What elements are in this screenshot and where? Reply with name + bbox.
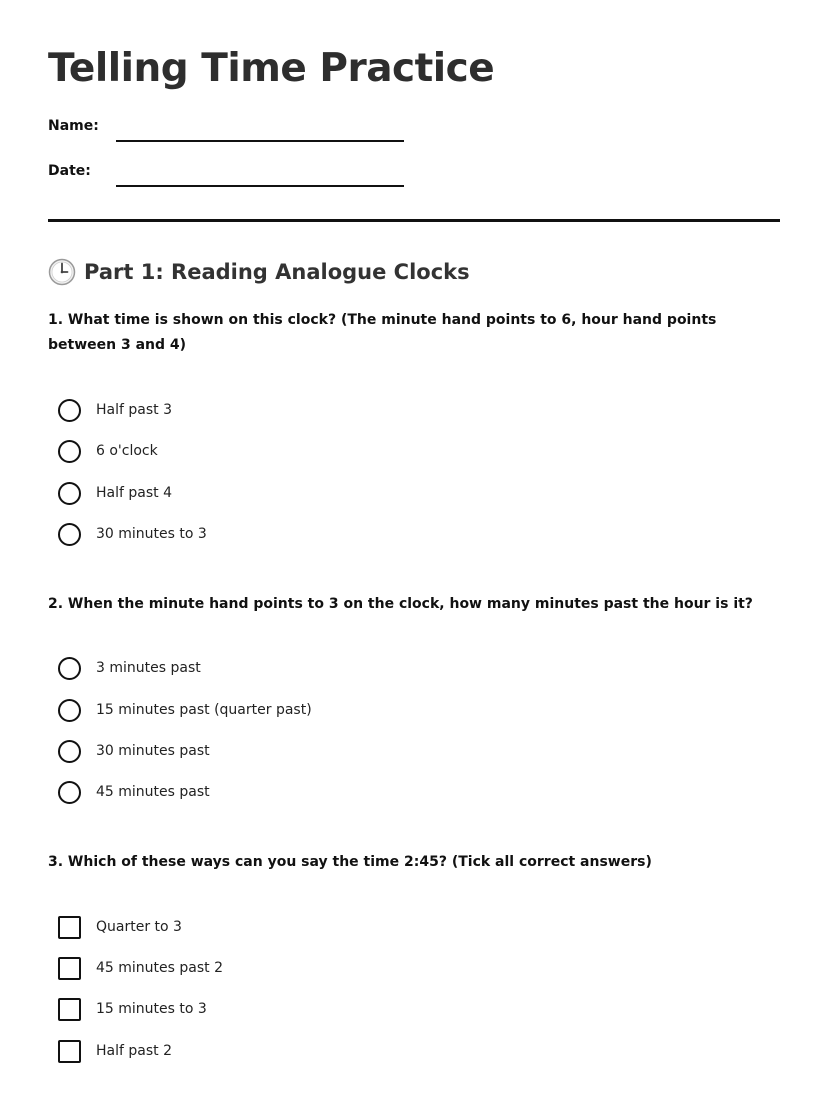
question-1-text: 1. What time is shown on this clock? (The minute hand points to 6, hour hand points between 3 and 4) <box>48 312 717 353</box>
part-1-heading <box>48 256 470 288</box>
option-label: 30 minutes past <box>96 743 210 759</box>
radio-button[interactable] <box>58 523 81 546</box>
option-label: 45 minutes past <box>96 784 210 800</box>
radio-button[interactable] <box>58 699 81 722</box>
q2-option-4[interactable] <box>58 778 210 806</box>
checkbox[interactable] <box>58 998 81 1021</box>
option-label: 15 minutes to 3 <box>96 1001 207 1017</box>
option-label: Half past 4 <box>96 485 172 501</box>
question-2-text: 2. When the minute hand points to 3 on the clock, how many minutes past the hour is it? <box>48 596 753 612</box>
q2-option-3[interactable] <box>58 737 210 765</box>
q3-option-3[interactable] <box>58 995 207 1023</box>
radio-button[interactable] <box>58 440 81 463</box>
radio-button[interactable] <box>58 657 81 680</box>
checkbox[interactable] <box>58 957 81 980</box>
name-field <box>48 118 408 148</box>
option-label: 15 minutes past (quarter past) <box>96 702 312 718</box>
option-label: Half past 3 <box>96 402 172 418</box>
q1-option-3[interactable] <box>58 479 172 507</box>
radio-button[interactable] <box>58 399 81 422</box>
radio-button[interactable] <box>58 740 81 763</box>
q1-option-4[interactable] <box>58 520 207 548</box>
q2-option-1[interactable] <box>58 654 201 682</box>
page-title: Telling Time Practice <box>48 46 495 91</box>
q3-option-1[interactable] <box>58 913 182 941</box>
name-input-line[interactable] <box>116 140 404 142</box>
q1-option-1[interactable] <box>58 396 172 424</box>
name-label: Name: <box>48 118 99 134</box>
header-divider <box>48 219 780 222</box>
option-label: 45 minutes past 2 <box>96 960 223 976</box>
q2-option-2[interactable] <box>58 696 312 724</box>
option-label: Quarter to 3 <box>96 919 182 935</box>
question-3-text: 3. Which of these ways can you say the time 2:45? (Tick all correct answers) <box>48 854 652 870</box>
q3-option-2[interactable] <box>58 954 223 982</box>
option-label: Half past 2 <box>96 1043 172 1059</box>
q3-option-4[interactable] <box>58 1037 172 1065</box>
radio-button[interactable] <box>58 781 81 804</box>
option-label: 3 minutes past <box>96 660 201 676</box>
date-label: Date: <box>48 163 91 179</box>
part-1-title: Part 1: Reading Analogue Clocks <box>84 260 470 284</box>
radio-button[interactable] <box>58 482 81 505</box>
checkbox[interactable] <box>58 1040 81 1063</box>
date-field <box>48 163 408 193</box>
checkbox[interactable] <box>58 916 81 939</box>
clock-icon <box>48 258 76 286</box>
date-input-line[interactable] <box>116 185 404 187</box>
option-label: 30 minutes to 3 <box>96 526 207 542</box>
q1-option-2[interactable] <box>58 437 158 465</box>
option-label: 6 o'clock <box>96 443 158 459</box>
